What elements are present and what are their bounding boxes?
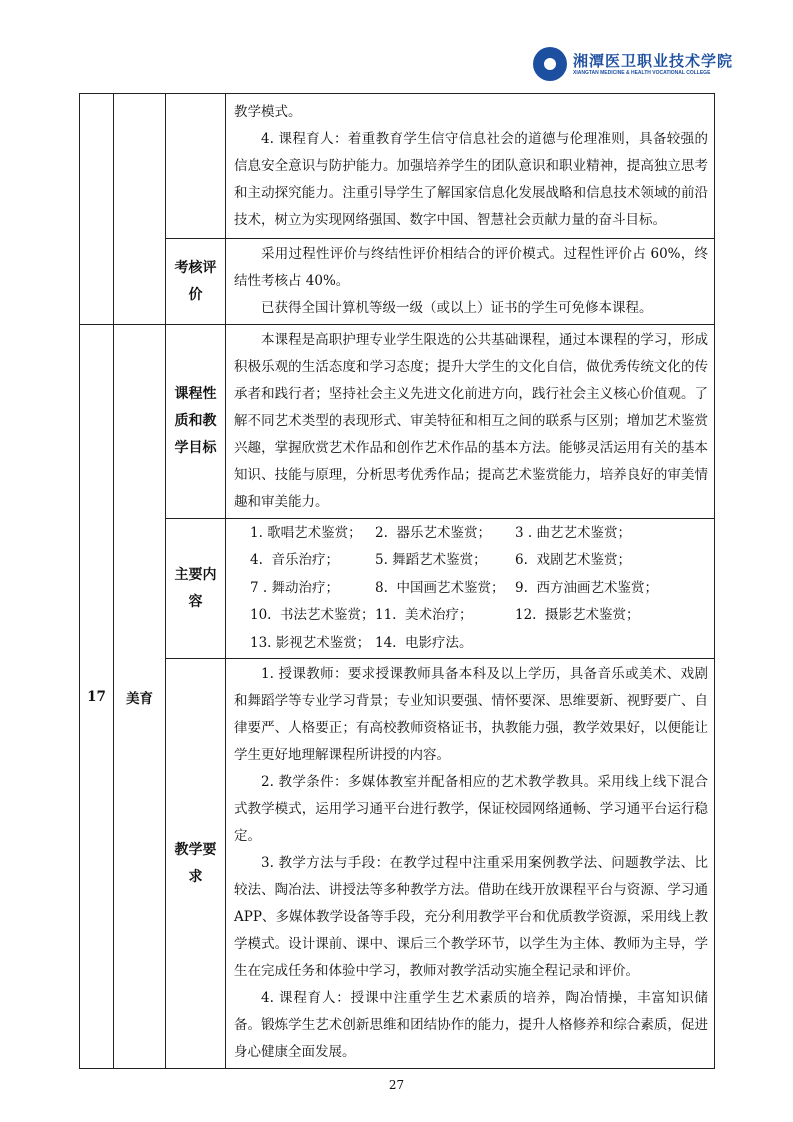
goal-cell: 本课程是高职护理专业学生限选的公共基础课程，通过本课程的学习，形成积极乐观的生活态度和学习态度；提升大学生的文化自信，做优秀传统文化的传承者和践行者；坚持社会主义先进文化前进方向，践行社会主义核心价值观。了解不同艺术类型的表现形式、审美特征和相互之间的联系与区别；增加艺术鉴赏兴趣，掌握欣赏艺术作品和创作艺术作品的基本方法。能够灵活运用有关的基本知识、技能与原理，分析思考优秀作品；提高艺术鉴赏能力，培养良好的审美情趣和审美能力。 [226, 325, 715, 519]
content-item: 8. 中国画艺术鉴赏； [375, 579, 505, 596]
college-logo [533, 47, 733, 81]
logo-cn: 湘潭医卫职业技术学院 [573, 51, 734, 70]
content-item: 3 . 曲艺艺术鉴赏； [515, 524, 631, 541]
college-seal-icon [533, 47, 567, 81]
content-item: 14. 电影疗法。 [375, 634, 473, 651]
page-number: 27 [388, 1078, 405, 1092]
content-item: 10. 书法艺术鉴赏； [250, 607, 375, 624]
table-row [80, 94, 715, 239]
table-row [80, 239, 715, 325]
req-label: 教学要求 [166, 659, 226, 1069]
content-item: 12. 摄影艺术鉴赏； [515, 607, 640, 624]
page-body [79, 93, 714, 1093]
course-name: 美育 [114, 325, 166, 1069]
continued-cell: 教学模式。 4. 课程育人：着重教育学生信守信息社会的道德与伦理准则，具备较强的信息安全意识与防护能力。加强培养学生的团队意识和职业精神，提高独立思考和主动探究能力。注重引导学生了解国家信息化发展战略和信息技术领域的前沿技术，树立为实现网络强国、数字中国、智慧社会贡献力量的奋斗目标。 [226, 94, 715, 239]
content-label: 主要内容 [166, 519, 226, 659]
req-cell: 1. 授课教师：要求授课教师具备本科及以上学历，具备音乐或美术、戏剧和舞蹈学等专业学习背景；专业知识要强、情怀要深、思维要新、视野要广、自律要严、人格要正；有高校教师资格证书，执教能力强，教学效果好，以便能让学生更好地理解课程所讲授的内容。 2. 教学条件：多媒体教室并配备相应的艺术教学教具。采用线上线下混合式教学模式，运用学习通平台进行教学，保证校园网络通畅、学习通平台运行稳定。 3. 教学方法与手段：在教学过程中注重采用案例教学法、问题教学法、比较法、陶冶法、讲授法等多种教学方法。借助在线开放课程平台与资源、学习通 APP、多媒体教学设备等手段，充分利用教学平台和优质教学资源，采用线上教学模式。设计课前、课中、课后三个教学环节，以学生为主体、教师为主导，学生在完成任务和体验中学习，教师对教学活动实施全程记录和评价。 4. 课程育人：授课中注重学生艺术素质的培养，陶冶情操，丰富知识储备。锻炼学生艺术创新思维和团结协作的能力，提升人格修养和综合素质，促进身心健康全面发展。 [226, 659, 715, 1069]
table-row [80, 325, 715, 519]
content-item: 1. 歌唱艺术鉴赏； [250, 524, 362, 541]
content-item: 2. 器乐艺术鉴赏； [375, 524, 491, 541]
assess-cell: 采用过程性评价与终结性评价相结合的评价模式。过程性评价占 60%，终结性考核占 40%。 已获得全国计算机等级一级（或以上）证书的学生可免修本课程。 [226, 239, 715, 325]
content-item: 5. 舞蹈艺术鉴赏； [375, 552, 487, 569]
content-item: 11. 美术治疗； [375, 607, 473, 624]
content-item: 13. 影视艺术鉴赏； [250, 634, 371, 651]
logo-en: XIANGTAN MEDICINE & HEALTH VOCATIONAL COLLEGE [573, 69, 711, 76]
table-row [80, 519, 715, 659]
content-item: 6. 戏剧艺术鉴赏； [515, 552, 631, 569]
table-row [80, 659, 715, 1069]
assess-label: 考核评价 [166, 239, 226, 325]
content-item: 9. 西方油画艺术鉴赏； [515, 579, 658, 596]
course-table [79, 93, 715, 1069]
course-number: 17 [80, 325, 114, 1069]
content-item: 7 . 舞动治疗； [250, 579, 339, 596]
goal-label: 课程性质和教学目标 [166, 325, 226, 519]
content-cell [226, 519, 715, 659]
content-list [226, 520, 714, 658]
content-item: 4. 音乐治疗； [250, 552, 339, 569]
